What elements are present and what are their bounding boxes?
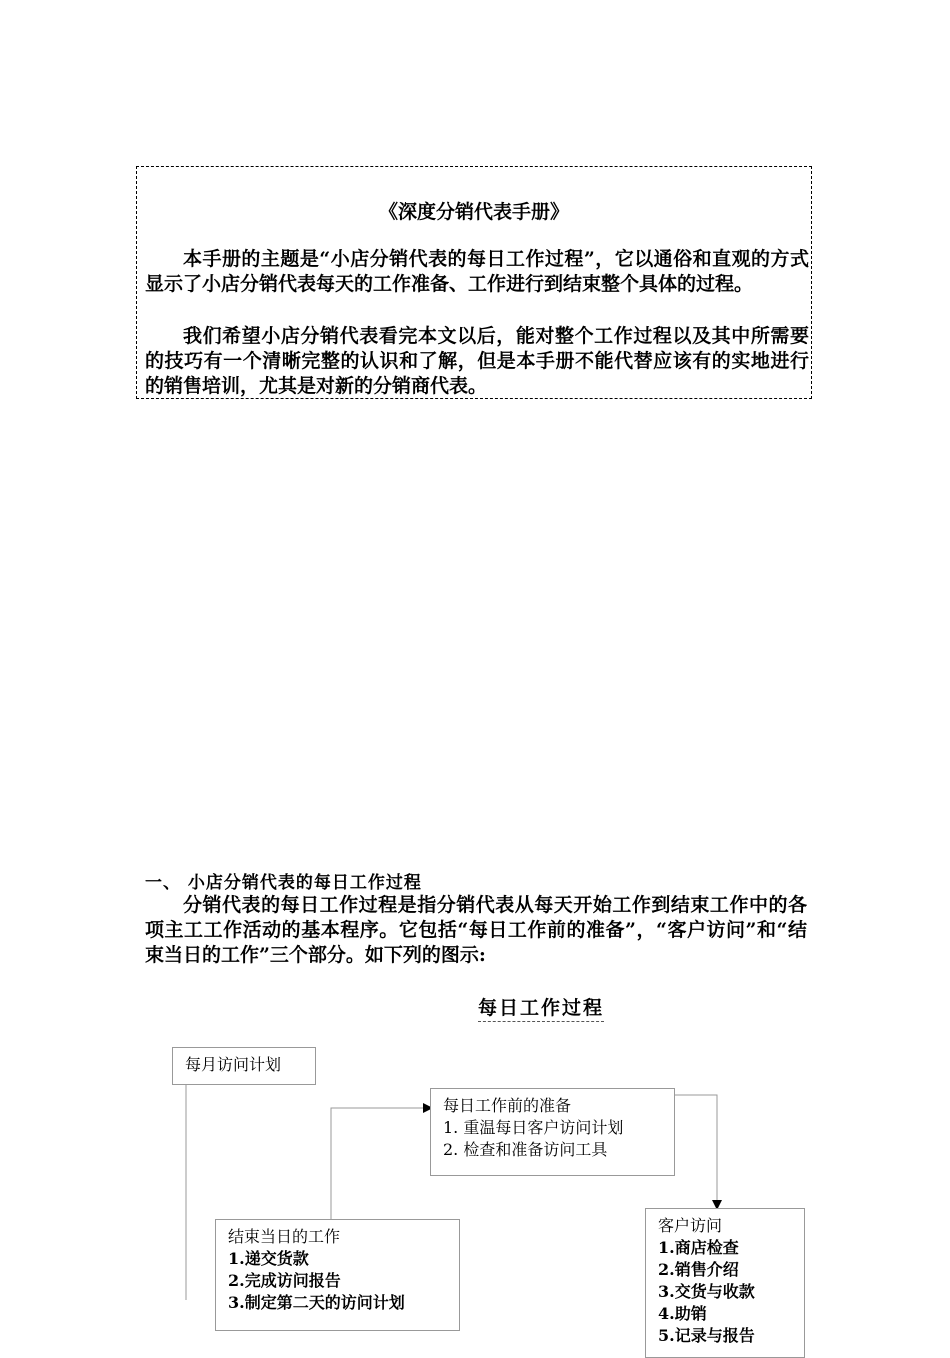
end-of-day-box: [215, 1219, 460, 1331]
end-of-day-item: 2.完成访问报告: [228, 1271, 341, 1290]
end-of-day-item: 1.递交货款: [228, 1249, 309, 1268]
end-of-day-item: 3.制定第二天的访问计划: [228, 1293, 405, 1312]
intro-box: [136, 166, 812, 399]
customer-visit-item: 5.记录与报告: [658, 1326, 755, 1345]
end-of-day-heading: 结束当日的工作: [228, 1227, 341, 1246]
customer-visit-heading: 客户访问: [658, 1216, 723, 1235]
pre-work-item: 1. 重温每日客户访问计划: [443, 1118, 624, 1137]
pre-work-box: [430, 1088, 675, 1176]
diagram-title: 每日工作过程: [478, 993, 604, 1022]
section-heading: 一、 小店分销代表的每日工作过程: [145, 873, 422, 893]
pre-work-heading: 每日工作前的准备: [443, 1096, 572, 1115]
section-body: 分销代表的每日工作过程是指分销代表从每天开始工作到结束工作中的各项主工工作活动的基本程序。它包括“每日工作前的准备”，“客户访问”和“结束当日的工作”三个部分。如下列的图示:: [145, 894, 807, 966]
document-title: 《深度分销代表手册》: [378, 201, 569, 223]
pre-work-item: 2. 检查和准备访问工具: [443, 1140, 608, 1159]
intro-paragraph-1: 本手册的主题是“小店分销代表的每日工作过程”，它以通俗和直观的方式显示了小店分销代表每天的工作准备、工作进行到结束整个具体的过程。: [145, 248, 809, 295]
monthly-plan-label: 每月访问计划: [185, 1055, 282, 1074]
intro-paragraph-2: 我们希望小店分销代表看完本文以后，能对整个工作过程以及其中所需要的技巧有一个清晰完整的认识和了解，但是本手册不能代替应该有的实地进行的销售培训，尤其是对新的分销商代表。: [145, 325, 809, 397]
monthly-plan-box: [172, 1047, 316, 1085]
customer-visit-item: 4.助销: [658, 1304, 707, 1323]
connector-end-to-pre: [331, 1108, 428, 1219]
customer-visit-item: 3.交货与收款: [658, 1282, 755, 1301]
customer-visit-box: [645, 1208, 805, 1358]
customer-visit-item: 2.销售介绍: [658, 1260, 739, 1279]
connector-pre-to-visit: [675, 1095, 717, 1205]
customer-visit-item: 1.商店检查: [658, 1238, 739, 1257]
